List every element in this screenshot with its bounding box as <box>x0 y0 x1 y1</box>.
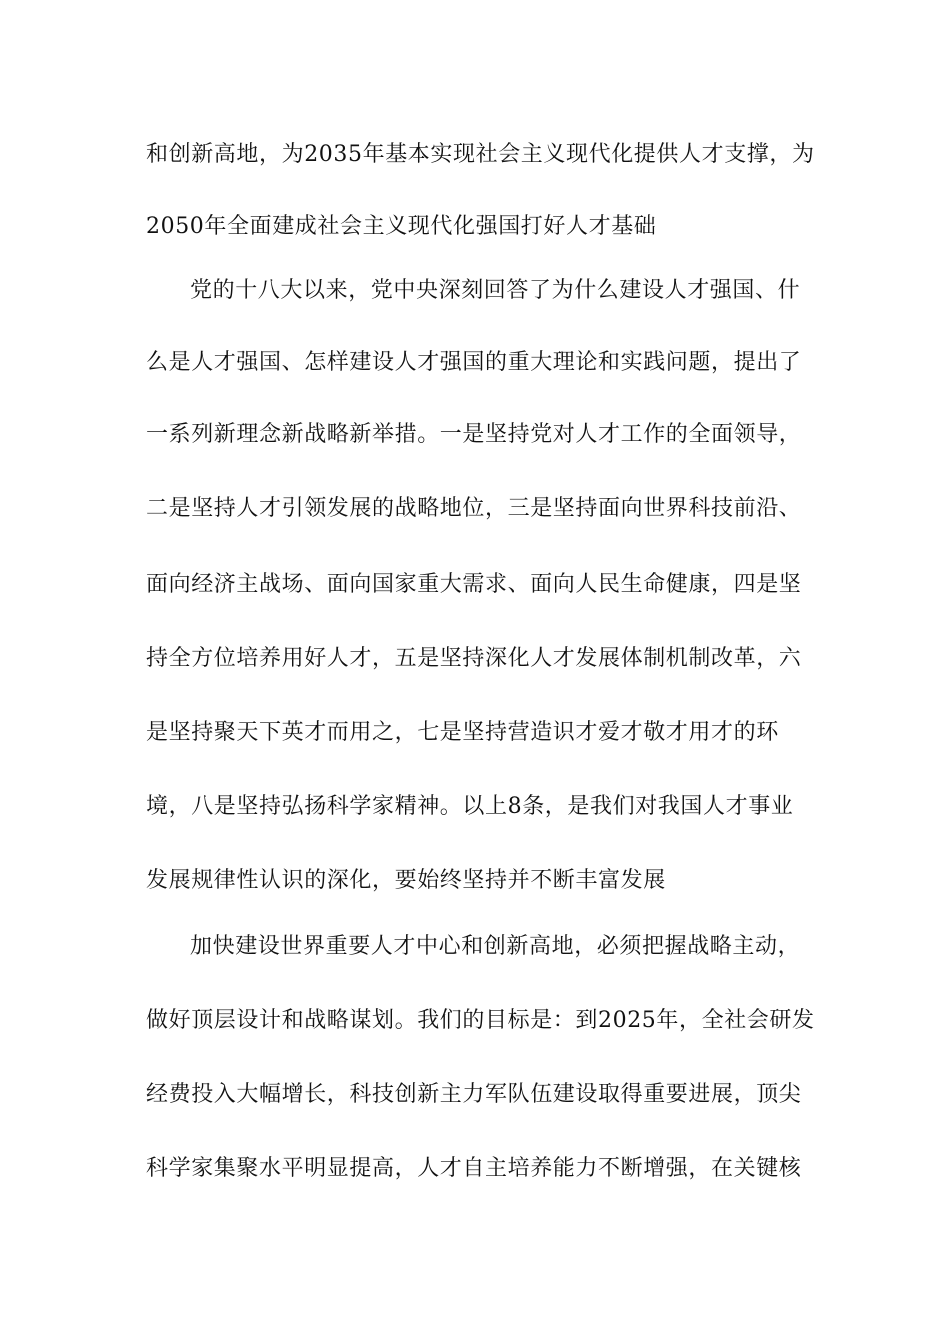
text-line-8: 持全方位培养用好人才，五是坚持深化人才发展体制机制改革，六 <box>146 646 802 671</box>
text-line-2: 2050年全面建成社会主义现代化强国打好人才基础 <box>146 214 657 239</box>
text-line-4: 么是人才强国、怎样建设人才强国的重大理论和实践问题，提出了 <box>146 350 802 375</box>
text-line-5: 一系列新理念新战略新举措。一是坚持党对人才工作的全面领导， <box>146 422 802 447</box>
text-line-10: 境，八是坚持弘扬科学家精神。以上8条，是我们对我国人才事业 <box>146 794 794 819</box>
text-line-11: 发展规律性认识的深化，要始终坚持并不断丰富发展 <box>146 868 666 893</box>
text-line-14: 经费投入大幅增长，科技创新主力军队伍建设取得重要进展，顶尖 <box>146 1082 802 1107</box>
text-line-6: 二是坚持人才引领发展的战略地位，三是坚持面向世界科技前沿、 <box>146 496 802 521</box>
text-line-15: 科学家集聚水平明显提高，人才自主培养能力不断增强，在关键核 <box>146 1156 802 1181</box>
text-line-1: 和创新高地，为2035年基本实现社会主义现代化提供人才支撑，为 <box>146 142 815 167</box>
text-line-7: 面向经济主战场、面向国家重大需求、面向人民生命健康，四是坚 <box>146 572 802 597</box>
text-line-13: 做好顶层设计和战略谋划。我们的目标是：到2025年，全社会研发 <box>146 1008 815 1033</box>
text-line-12: 加快建设世界重要人才中心和创新高地，必须把握战略主动， <box>190 934 801 959</box>
text-line-9: 是坚持聚天下英才而用之，七是坚持营造识才爱才敬才用才的环 <box>146 720 779 745</box>
text-line-3: 党的十八大以来，党中央深刻回答了为什么建设人才强国、什 <box>190 278 801 303</box>
